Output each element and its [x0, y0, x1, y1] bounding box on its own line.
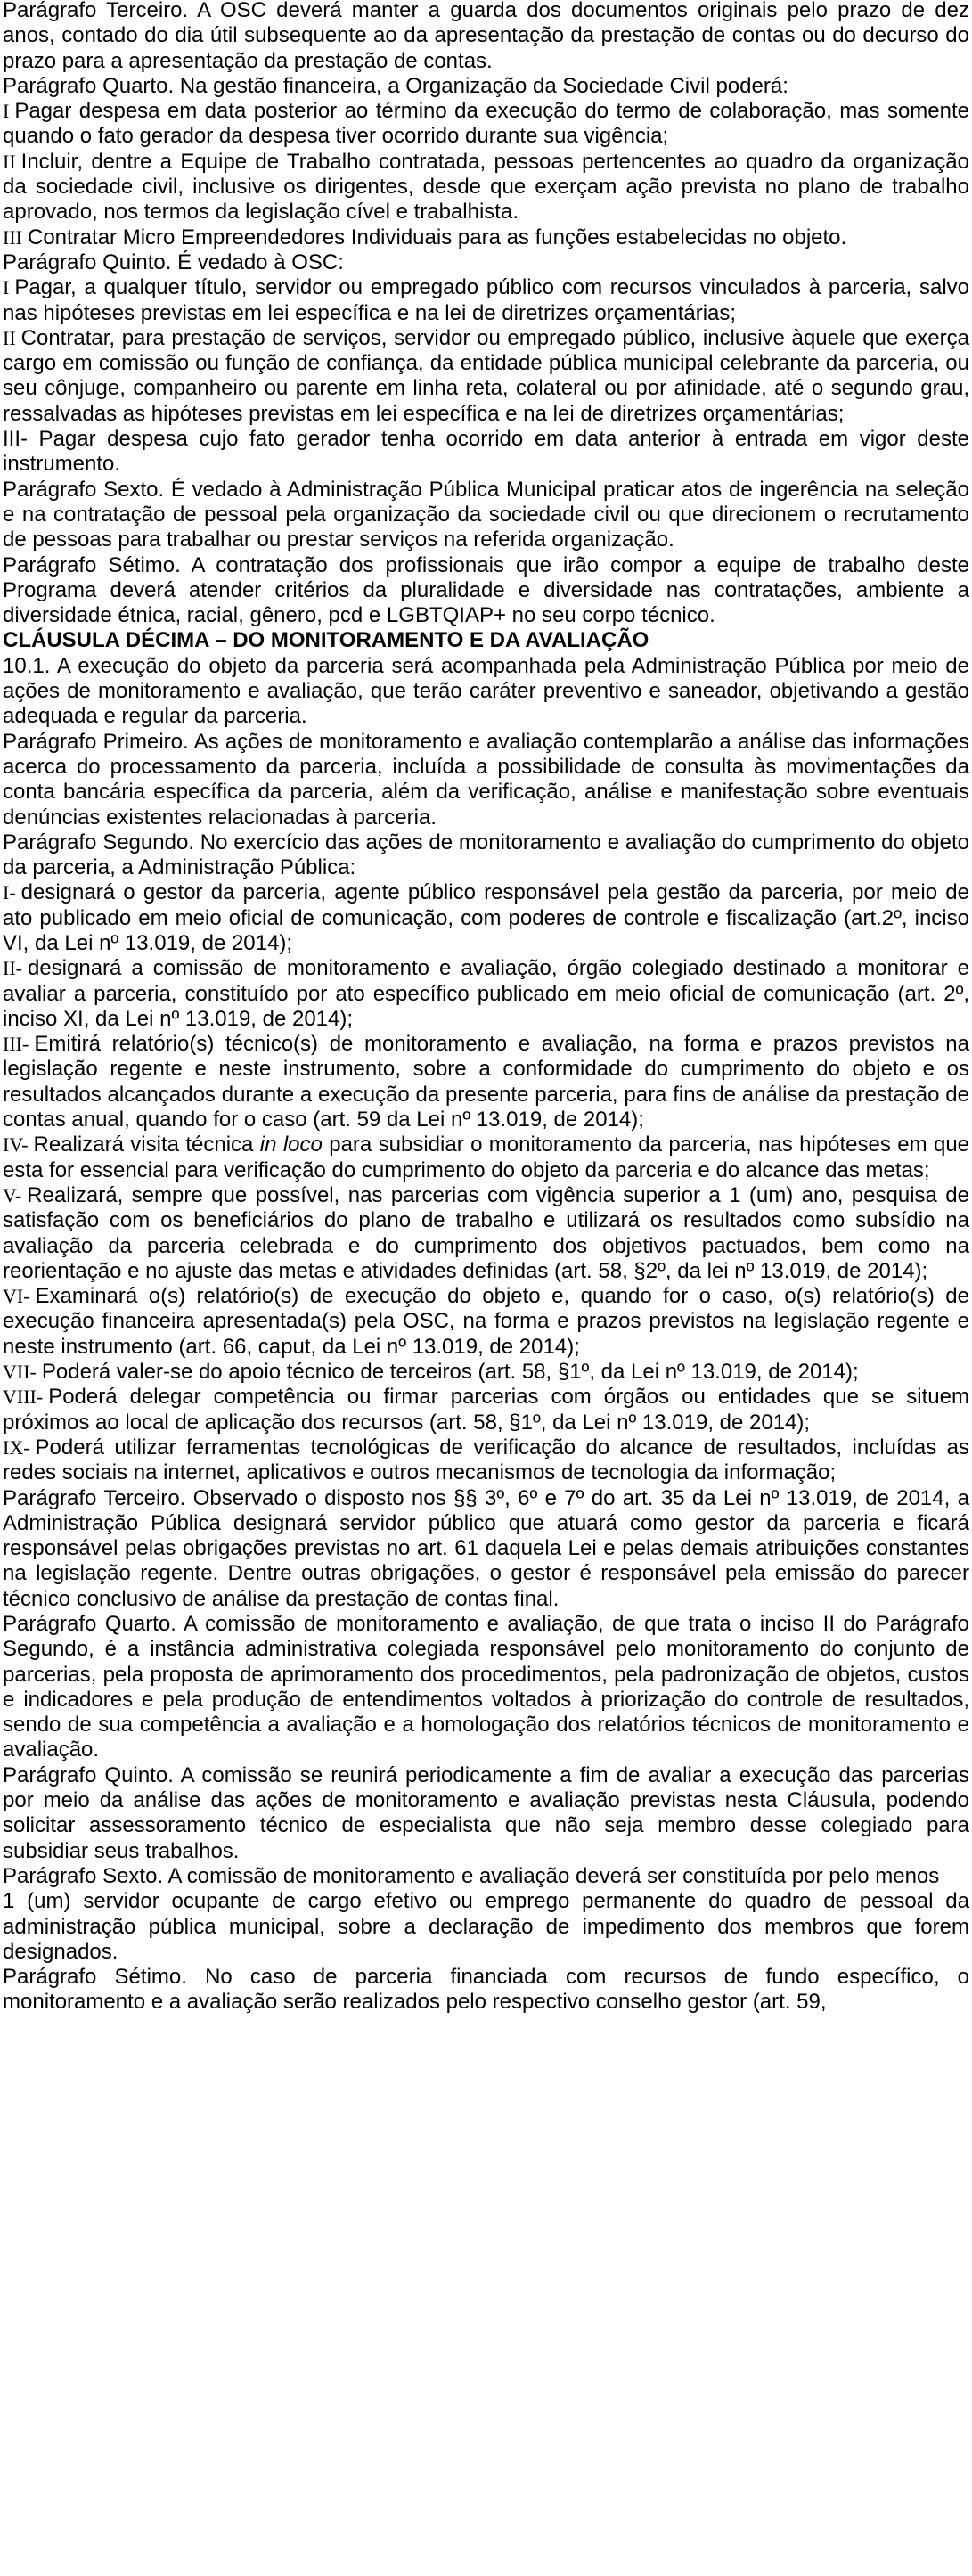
paragraph: 1 (um) servidor ocupante de cargo efetivo ou emprego permanente do quadro de pessoal da administração pública municipal, sobre a declaração de impedimento dos membros que forem designados. — [3, 1889, 969, 1964]
list-item — [3, 956, 969, 1032]
item-text: Emitirá relatório(s) técnico(s) de monitoramento e avaliação, na forma e prazos previstos na legislação regente e neste instrumento, sobre a conformidade do cumprimento do objeto e os resultados alcançados durante a execução da presente parceria, para fins de análise da prestação de contas anual, quando for o caso (art. 59 da Lei nº 13.019, de 2014); — [3, 1032, 969, 1133]
item-numeral: I- — [3, 881, 16, 904]
item-numeral: III — [3, 225, 22, 249]
item-numeral: VIII- — [3, 1386, 44, 1409]
paragraph: Parágrafo Segundo. No exercício das ações de monitoramento e avaliação do cumprimento do objeto da parceria, a Administração Pública: — [3, 830, 969, 880]
paragraph: Parágrafo Sétimo. No caso de parceria financiada com recursos de fundo específico, o monitoramento e a avaliação serão realizados pelo respectivo conselho gestor (art. 59, — [3, 1965, 969, 2015]
item-text: Poderá valer-se do apoio técnico de terceiros (art. 58, §1º, da Lei nº 13.019, de 2014); — [41, 1360, 859, 1385]
item-text: para subsidiar o monitoramento da parceria, nas hipóteses em que esta for essencial para verificação do cumprimento do objeto da parceria e do alcance das metas; — [3, 1133, 970, 1182]
item-text: Examinará o(s) relatório(s) de execução do objeto e, quando for o caso, o(s) relatório(s) de execução financeira apresentada(s) pela OSC, na forma e prazos previstos na legislação regente e neste instrumento (art. 66, caput, da Lei nº 13.019, de 2014); — [3, 1284, 969, 1359]
paragraph: Parágrafo Terceiro. A OSC deverá manter a guarda dos documentos originais pelo prazo de dez anos, contado do dia útil subsequente ao da apresentação da prestação de contas ou do decurso do prazo para a apresentação da prestação de contas. — [3, 0, 969, 73]
list-item — [3, 1284, 969, 1360]
list-item — [3, 275, 969, 326]
list-item — [3, 1133, 969, 1183]
item-numeral: II — [3, 326, 16, 349]
list-item — [3, 326, 969, 427]
paragraph: Parágrafo Sétimo. A contratação dos profissionais que irão compor a equipe de trabalho deste Programa deverá atender critérios da pluralidade e diversidade nas contratações, ambiente a diversidade étnica, racial, gênero, pcd e LGBTQIAP+ no seu corpo técnico. — [3, 552, 969, 628]
item-text: designará a comissão de monitoramento e avaliação, órgão colegiado destinado a monitorar e avaliar a parceria, constituído por ato específico publicado em meio oficial de comunicação (art. 2º, inciso XI, da Lei nº 13.019, de 2014); — [3, 956, 969, 1031]
item-numeral: IV- — [3, 1133, 29, 1157]
item-text: Pagar, a qualquer título, servidor ou empregado público com recursos vinculados à parceria, salvo nas hipóteses previstas em lei específica e na lei de diretrizes orçamentárias; — [3, 275, 969, 325]
item-numeral: III- — [3, 1033, 29, 1056]
item-numeral: II- — [3, 957, 22, 980]
item-text: Contratar, para prestação de serviços, servidor ou empregado público, inclusive àquele que exerça cargo em comissão ou função de confiança, da entidade pública municipal celebrante da parceria, ou seu cônjuge, companheiro ou parente em linha reta, colateral ou por afinidade, até o segundo grau, ressalvadas as hipóteses previstas em lei específica e na lei de diretrizes orçamentárias; — [3, 325, 969, 426]
item-numeral: I — [3, 276, 10, 299]
item-numeral: I — [3, 100, 10, 123]
list-item — [3, 1435, 969, 1486]
list-item — [3, 1032, 969, 1133]
paragraph: Parágrafo Sexto. A comissão de monitoramento e avaliação deverá ser constituída por pelo menos — [3, 1863, 940, 1888]
item-numeral: VI- — [3, 1285, 30, 1308]
item-numeral: VII- — [3, 1361, 37, 1384]
item-text: Pagar despesa em data posterior ao término da execução do termo de colaboração, mas somente quando o fato gerador da despesa tiver ocorrido durante sua vigência; — [3, 99, 969, 149]
list-item — [3, 99, 969, 150]
item-text: Realizará visita técnica — [33, 1133, 260, 1157]
item-text-italic: in loco — [259, 1133, 323, 1157]
item-numeral: V- — [3, 1183, 22, 1206]
item-text: Poderá delegar competência ou firmar parcerias com órgãos ou entidades que se situem próximos ao local de aplicação dos recursos (art. 58, §1º, da Lei nº 13.019, de 2014); — [3, 1385, 969, 1435]
paragraph: Parágrafo Primeiro. As ações de monitoramento e avaliação contemplarão a análise das informações acerca do processamento da parceria, incluída a possibilidade de consulta às movimentações da conta bancária específica da parceria, além da verificação, análise e manifestação sobre eventuais denúncias existentes relacionadas à parceria. — [3, 729, 969, 830]
item-text: designará o gestor da parceria, agente público responsável pela gestão da parceria, por meio de ato publicado em meio oficial de comunicação, com poderes de controle e fiscalização (art.2º, inciso VI, da Lei nº 13.019, de 2014); — [3, 880, 969, 955]
item-text: Incluir, dentre a Equipe de Trabalho contratada, pessoas pertencentes ao quadro da organização da sociedade civil, inclusive os dirigentes, desde que exerçam ação prevista no plano de trabalho aprovado, nos termos da legislação cível e trabalhista. — [3, 149, 969, 225]
clause-heading: CLÁUSULA DÉCIMA – DO MONITORAMENTO E DA AVALIAÇÃO — [3, 628, 649, 653]
list-item — [3, 1385, 969, 1435]
paragraph: Parágrafo Quarto. A comissão de monitoramento e avaliação, de que trata o inciso II do Parágrafo Segundo, é a instância administrativa colegiada responsável pelo monitoramento do conjunto de parcerias, pela proposta de aprimoramento dos procedimentos, pela padronização de objetos, custos e indicadores e pela produção de entendimentos voltados à priorização do controle de resultados, sendo de sua competência a avaliação e a homologação dos relatórios técnicos de monitoramento e avaliação. — [3, 1612, 969, 1762]
item-numeral: II — [3, 150, 16, 173]
list-item — [3, 880, 969, 956]
list-item — [3, 1183, 969, 1284]
list-item — [3, 150, 969, 225]
paragraph: 10.1. A execução do objeto da parceria será acompanhada pela Administração Pública por meio de ações de monitoramento e avaliação, que terão caráter preventivo e saneador, objetivando a gestão adequada e regular da parceria. — [3, 653, 969, 729]
paragraph: Parágrafo Quinto. A comissão se reunirá periodicamente a fim de avaliar a execução das parcerias por meio da análise das ações de monitoramento e avaliação previstas nesta Cláusula, podendo solicitar assessoramento técnico de especialista que não seja membro desse colegiado para subsidiar seus trabalhos. — [3, 1762, 969, 1863]
list-item — [3, 1360, 969, 1385]
item-text: Realizará, sempre que possível, nas parcerias com vigência superior a 1 (um) ano, pesquisa de satisfação com os beneficiários do plano de trabalho e utilizará os resultados como subsídio na avaliação da parceria celebrada e do cumprimento dos objetivos pactuados, bem como na reorientação e no ajuste das metas e atividades definidas (art. 58, §2º, da lei nº 13.019, de 2014); — [3, 1182, 969, 1283]
paragraph: Parágrafo Quinto. É vedado à OSC: — [3, 249, 344, 274]
paragraph: Parágrafo Quarto. Na gestão financeira, a Organização da Sociedade Civil poderá: — [3, 73, 788, 98]
paragraph: III- Pagar despesa cujo fato gerador tenha ocorrido em data anterior à entrada em vigor deste instrumento. — [3, 427, 969, 477]
paragraph: Parágrafo Sexto. É vedado à Administração Pública Municipal praticar atos de ingerência na seleção e na contratação de pessoal pela organização da sociedade civil ou que direcionem o recrutamento de pessoas para trabalhar ou prestar serviços na referida organização. — [3, 477, 969, 552]
item-numeral: IX- — [3, 1435, 30, 1459]
item-text: Contratar Micro Empreendedores Individuais para as funções estabelecidas no objeto. — [27, 225, 847, 249]
list-item — [3, 225, 969, 250]
item-text: Poderá utilizar ferramentas tecnológicas de verificação do alcance de resultados, incluídas as redes sociais na internet, aplicativos e outros mecanismos de tecnologia da informação; — [3, 1435, 969, 1485]
paragraph: Parágrafo Terceiro. Observado o disposto nos §§ 3º, 6º e 7º do art. 35 da Lei nº 13.019, de 2014, a Administração Pública designará servidor público que atuará como gestor da parceria e ficará responsável pelas obrigações previstas no art. 61 daquela Lei e pelas demais atribuições constantes na legislação regente. Dentre outras obrigações, o gestor é responsável pela emissão do parecer técnico conclusivo de análise da prestação de contas final. — [3, 1485, 969, 1611]
